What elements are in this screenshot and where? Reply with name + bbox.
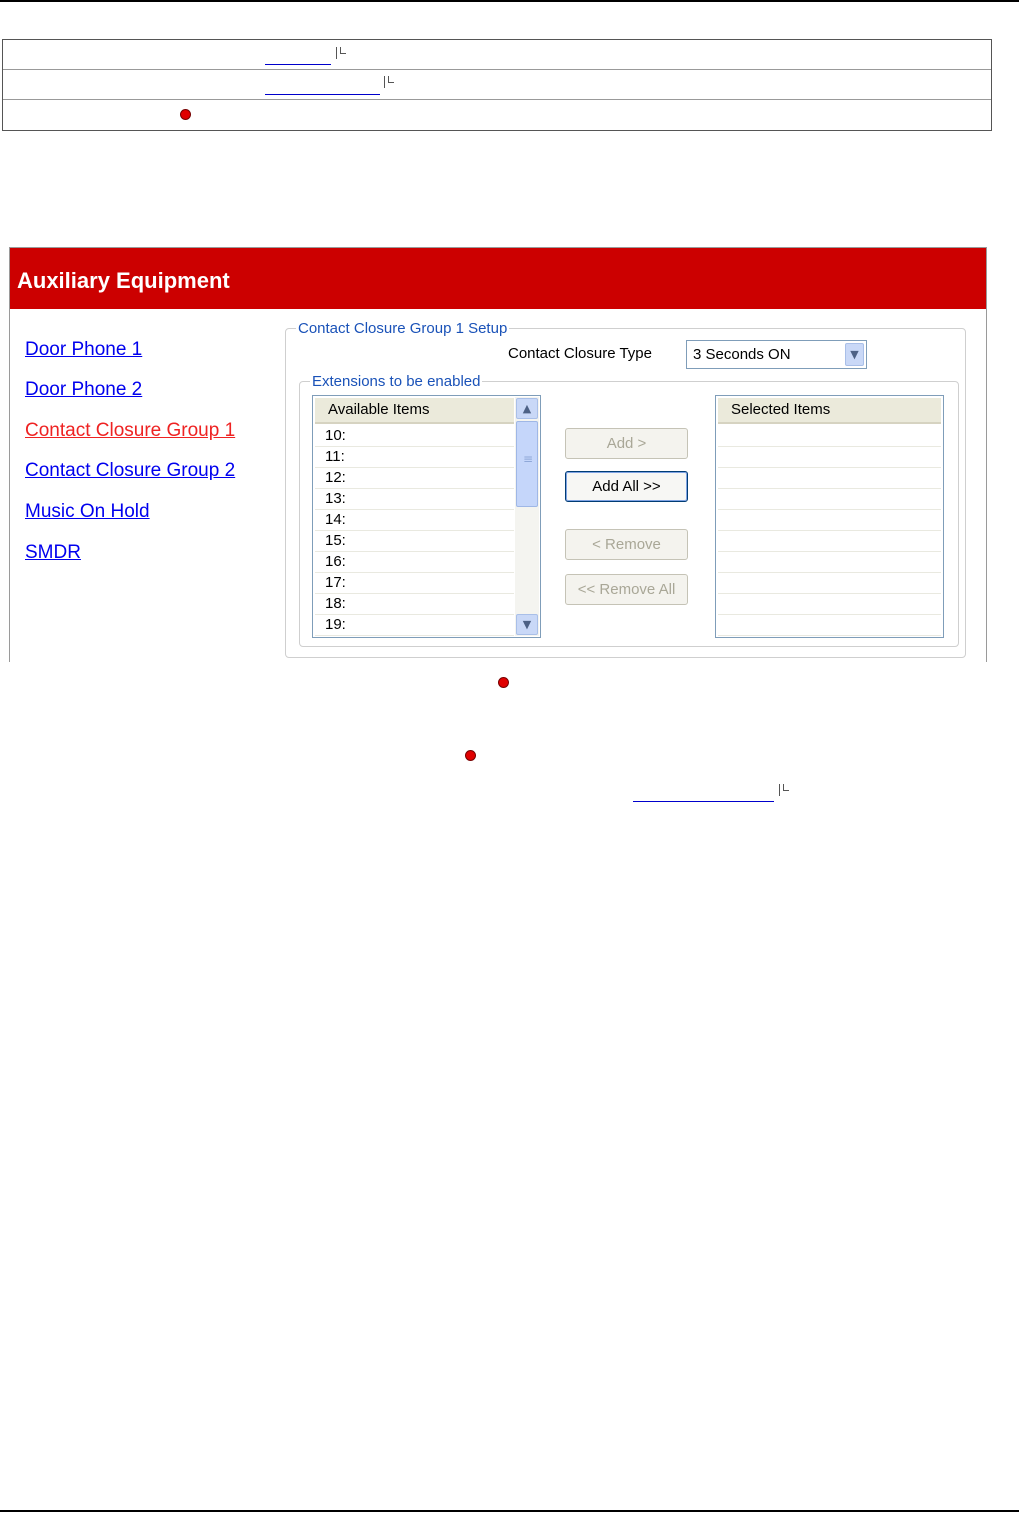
list-item[interactable]: 13: bbox=[315, 489, 514, 510]
closure-type-value: 3 Seconds ON bbox=[693, 346, 791, 363]
list-item bbox=[718, 573, 941, 594]
list-item bbox=[718, 510, 941, 531]
list-item[interactable]: 18: bbox=[315, 594, 514, 615]
nav-smdr[interactable]: SMDR bbox=[25, 542, 81, 563]
nav-music-on-hold[interactable]: Music On Hold bbox=[25, 501, 150, 522]
crossref-corner-icon bbox=[384, 76, 394, 88]
red-dot-icon bbox=[180, 109, 191, 120]
available-items-list[interactable] bbox=[312, 395, 541, 638]
list-item[interactable]: 17: bbox=[315, 573, 514, 594]
nav-contact-closure-group-2[interactable]: Contact Closure Group 2 bbox=[25, 460, 236, 481]
closure-type-select[interactable] bbox=[686, 340, 867, 369]
add-all-button[interactable]: Add All >> bbox=[565, 471, 688, 502]
list-item[interactable]: 19: bbox=[315, 615, 514, 636]
red-dot-icon bbox=[465, 750, 476, 761]
bottom-rule bbox=[0, 1510, 1019, 1512]
chevron-down-icon[interactable]: ▼ bbox=[845, 343, 864, 366]
add-button[interactable]: Add > bbox=[565, 428, 688, 459]
remove-all-button[interactable]: << Remove All bbox=[565, 574, 688, 605]
panel-banner bbox=[10, 248, 986, 309]
extensions-legend: Extensions to be enabled bbox=[312, 373, 481, 390]
list-item bbox=[718, 489, 941, 510]
nav-door-phone-2[interactable]: Door Phone 2 bbox=[25, 379, 143, 400]
list-item[interactable]: 15: bbox=[315, 531, 514, 552]
crossref-link[interactable] bbox=[265, 94, 380, 95]
list-item bbox=[718, 447, 941, 468]
list-item bbox=[718, 468, 941, 489]
available-items-scrollbar[interactable] bbox=[515, 397, 539, 636]
crossref-corner-icon bbox=[779, 784, 789, 796]
list-item[interactable]: 14: bbox=[315, 510, 514, 531]
scroll-down-arrow-icon[interactable]: ▼ bbox=[516, 614, 538, 635]
list-item[interactable]: 16: bbox=[315, 552, 514, 573]
setup-legend: Contact Closure Group 1 Setup bbox=[298, 320, 508, 337]
list-item bbox=[718, 594, 941, 615]
top-rule bbox=[0, 0, 1019, 2]
crossref-link[interactable] bbox=[265, 64, 331, 65]
list-item bbox=[718, 615, 941, 636]
list-item bbox=[718, 426, 941, 447]
available-items-header[interactable]: Available Items bbox=[315, 398, 514, 424]
table-row-divider bbox=[3, 69, 991, 70]
remove-button[interactable]: < Remove bbox=[565, 529, 688, 560]
scroll-thumb[interactable] bbox=[516, 421, 538, 507]
nav-door-phone-1[interactable]: Door Phone 1 bbox=[25, 339, 143, 360]
panel-title: Auxiliary Equipment bbox=[17, 268, 230, 293]
table-row-divider bbox=[3, 99, 991, 100]
list-item bbox=[718, 552, 941, 573]
closure-type-label: Contact Closure Type bbox=[508, 345, 652, 362]
red-dot-icon bbox=[498, 677, 509, 688]
auxiliary-equipment-panel bbox=[9, 247, 987, 662]
crossref-corner-icon bbox=[336, 47, 346, 59]
selected-items-list[interactable] bbox=[715, 395, 944, 638]
list-item bbox=[718, 531, 941, 552]
reference-table bbox=[2, 39, 992, 131]
crossref-link[interactable] bbox=[633, 801, 774, 802]
nav-contact-closure-group-1[interactable]: Contact Closure Group 1 bbox=[25, 420, 236, 441]
list-item[interactable]: 10: bbox=[315, 426, 514, 447]
selected-items-header[interactable]: Selected Items bbox=[718, 398, 941, 424]
list-item[interactable]: 12: bbox=[315, 468, 514, 489]
scroll-up-arrow-icon[interactable]: ▲ bbox=[516, 398, 538, 419]
list-item[interactable]: 11: bbox=[315, 447, 514, 468]
